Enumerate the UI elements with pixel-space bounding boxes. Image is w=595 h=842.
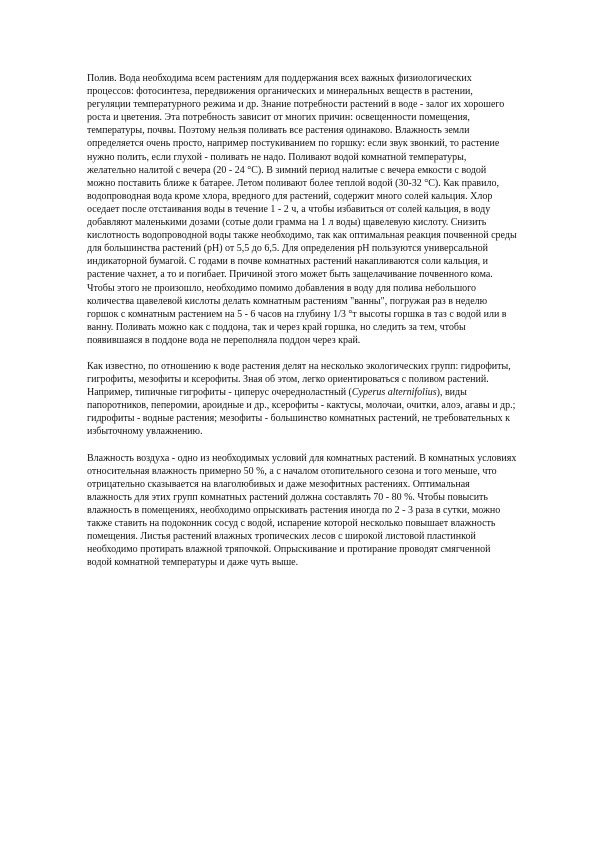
latin-species-name: Cyperus alternifolius: [351, 387, 437, 399]
document-body: [87, 72, 517, 582]
paragraph-air-humidity: Влажность воздуха - одно из необходимых условий для комнатных растений. В комнатных условиях относительная влажность примерно 50 %, а с началом отопительного сезона и того меньше, что отрицательно сказывается на влаголюбивых и даже мезофитных растениях. Оптимальная влажность для этих групп комнатных растений должна составлять 70 - 80 %. Чтобы повысить влажность в помещениях, необходимо опрыскивать растения иногда по 2 - 3 раза в сутки, можно также ставить на подоконник сосуд с водой, испарение которой несколько повышает влажность помещения. Листья растений влажных тропических лесов с широкой листовой пластинкой необходимо протирать влажной тряпочкой. Опрыскивание и протирание проводят смягченной водой комнатной температуры и даже чуть выше.: [87, 452, 517, 569]
paragraph-watering: Полив. Вода необходима всем растениям для поддержания всех важных физиологических процессов: фотосинтеза, передвижения органических и минеральных веществ в растении, регуляции температурного режима и др. Знание потребности растений в воде - залог их хорошего роста и цветения. Эта потребность зависит от многих причин: освещенности помещения, температуры, почвы. Поэтому нельзя поливать все растения одинаково. Влажность земли определяется очень просто, например постукиванием по горшку: если звук звонкий, то растение нужно полить, если глухой - поливать не надо. Поливают водой комнатной температуры, желательно налитой с вечера (20 - 24 °С). В зимний период налитые с вечера емкости с водой можно поставить ближе к батарее. Летом поливают более теплой водой (30-32 °С). Как правило, водопроводная вода кроме хлора, вредного для растений, содержит много солей кальция. Хлор оседает после отстаивания воды в течение 1 - 2 ч, а чтобы избавиться от солей кальция, в воду добавляют маленькими дозами (сотые доли грамма на 1 л воды) щавелевую кислоту. Снизить кислотность водопроводной воды также необходимо, так как оптимальная реакция почвенной среды для большинства растений (pH) от 5,5 до 6,5. Для определения pH пользуются универсальной индикаторной бумагой. С годами в почве комнатных растений накапливаются соли кальция, и растение чахнет, а то и погибает. Причиной этого может быть защелачивание почвенного кома. Чтобы этого не произошло, необходимо помимо добавления в воду для полива небольшого количества щавелевой кислоты делать комнатным растениям "ванны", погружая раз в неделю горшок с комнатным растением на 5 - 6 часов на глубину 1/3 °т высоты горшка в таз с водой или в ванну. Поливать можно как с поддона, так и через край горшка, но следить за тем, чтобы появившаяся в поддоне вода не переполняла поддон через край.: [87, 73, 517, 346]
paragraph-ecological-groups-text-end: ), виды папоротников, пеперомии, ароидные и др., ксерофиты - кактусы, молочаи, очитки, алоэ, агавы и др.; гидрофиты - водные растения; мезофиты - большинство комнатных растений, не требовательных к избыточному увлажнению.: [87, 387, 516, 438]
paragraph-ecological-groups: [87, 360, 517, 439]
paragraph-ecological-groups-text-start: Как известно, по отношению к воде растения делят на несколько экологических групп: гидрофиты, гигрофиты, мезофиты и ксерофиты. Зная об этом, легко ориентироваться с поливом растений. Например, типичные гигрофиты - циперус очередноластный (: [87, 360, 511, 399]
